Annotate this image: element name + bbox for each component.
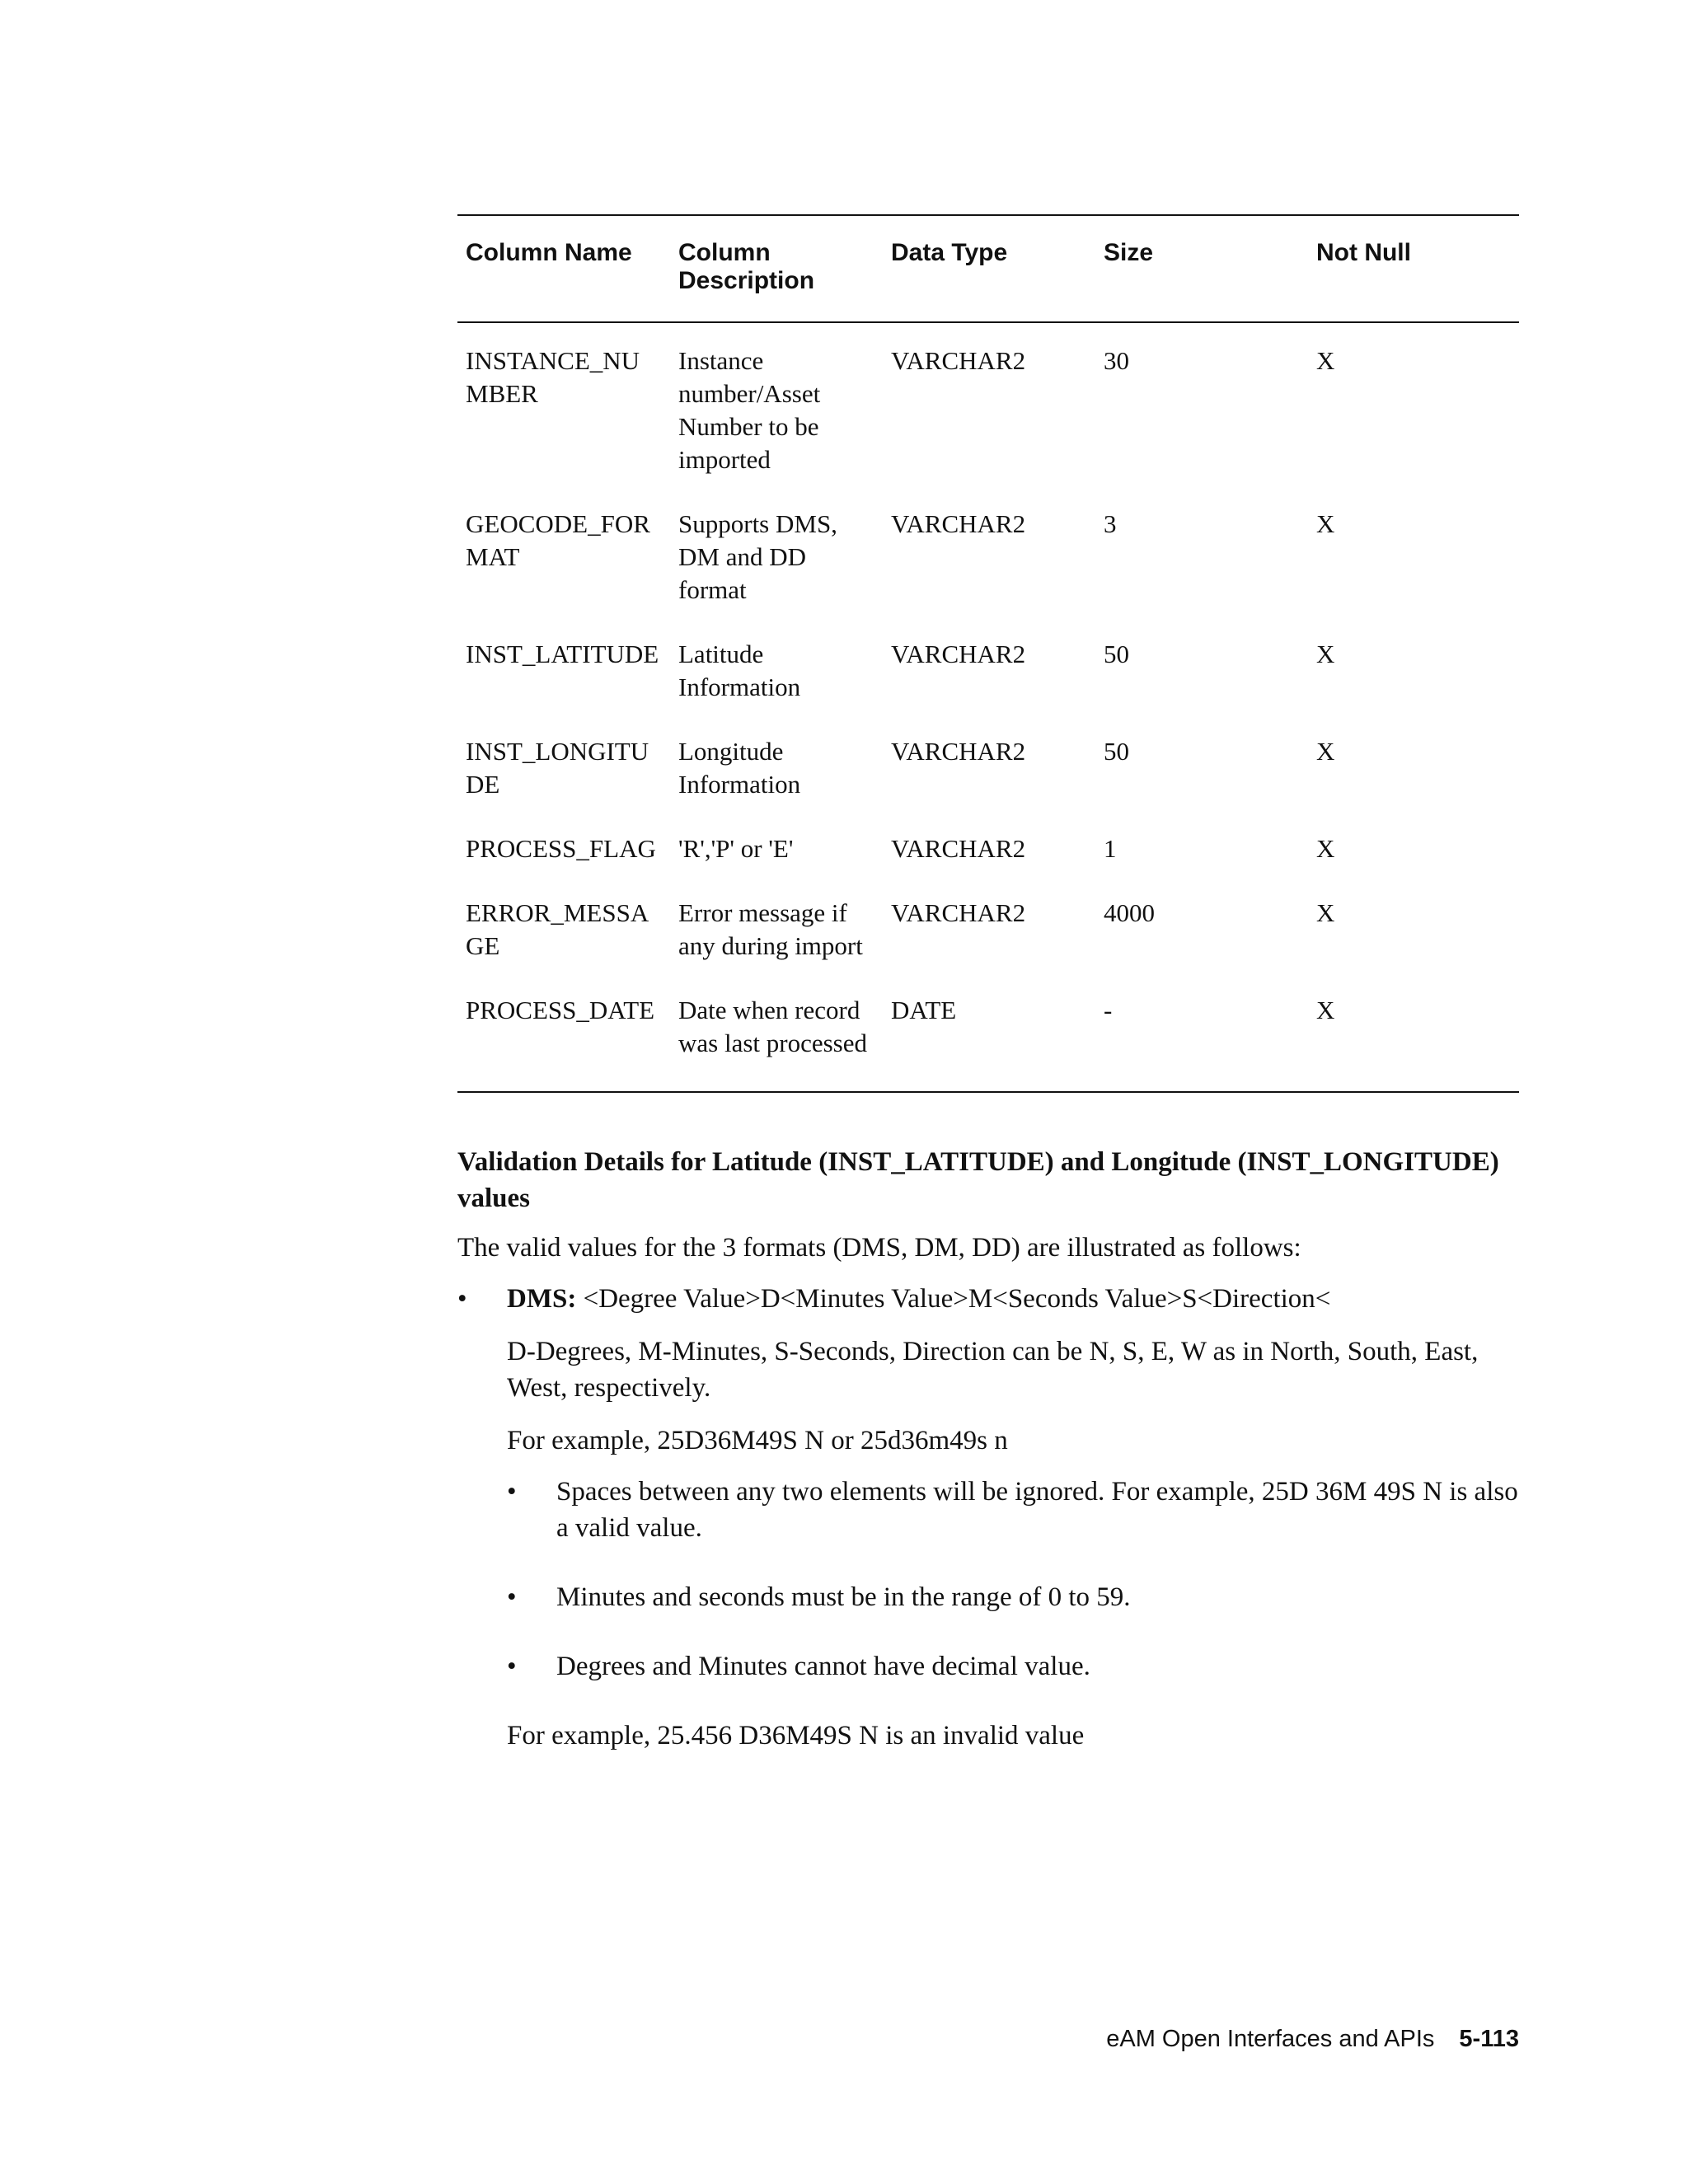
cell-not-null: X [1316,509,1335,538]
cell-data-type: DATE [891,996,957,1024]
cell-not-null: X [1316,996,1335,1024]
cell-description: Longitude Information [678,737,801,799]
table-row [457,897,1519,994]
cell-column-name: ERROR_MESSAGE [466,898,649,960]
table-row [457,994,1519,1092]
header-data-type: Data Type [891,239,1008,266]
cell-column-name: GEOCODE_FORMAT [466,509,650,571]
cell-description: 'R','P' or 'E' [678,834,794,863]
cell-column-name: PROCESS_DATE [466,996,655,1024]
header-column-description: Column Description [678,239,815,294]
rule-text: Degrees and Minutes cannot have decimal value. [556,1652,1090,1681]
cell-data-type: VARCHAR2 [891,898,1026,927]
cell-size: 1 [1104,834,1117,863]
list-item [507,1579,1519,1615]
cell-data-type: VARCHAR2 [891,346,1026,375]
cell-size: 3 [1104,509,1117,538]
header-size: Size [1104,239,1154,266]
cell-description: Latitude Information [678,640,801,701]
bullet-dot: • [507,1477,517,1507]
section-heading: Validation Details for Latitude (INST_LATITUDE) and Longitude (INST_LONGITUDE) values [457,1147,1499,1213]
list-item [507,1474,1519,1546]
cell-not-null: X [1316,898,1335,927]
cell-column-name: INST_LATITUDE [466,640,659,668]
cell-size: - [1104,996,1113,1024]
page-content [457,214,1519,1754]
dms-bullet [457,1281,1519,1754]
column-spec-table [457,214,1519,1093]
dms-format-line [507,1281,1519,1317]
cell-column-name: PROCESS_FLAG [466,834,656,863]
header-column-name: Column Name [466,239,632,266]
cell-data-type: VARCHAR2 [891,509,1026,538]
cell-not-null: X [1316,737,1335,766]
cell-size: 50 [1104,640,1129,668]
page-number: 5-113 [1459,2026,1519,2052]
dms-label: DMS: [507,1284,577,1314]
bullet-dot: • [507,1582,517,1612]
table-header-row [457,215,1519,322]
cell-data-type: VARCHAR2 [891,640,1026,668]
table-row [457,638,1519,735]
cell-size: 4000 [1104,898,1155,927]
cell-not-null: X [1316,834,1335,863]
table-row [457,508,1519,638]
cell-size: 30 [1104,346,1129,375]
section-intro: The valid values for the 3 formats (DMS, DM, DD) are illustrated as follows: [457,1233,1301,1263]
cell-column-name: INSTANCE_NUMBER [466,346,640,408]
cell-column-name: INST_LONGITUDE [466,737,649,799]
dms-format: <Degree Value>D<Minutes Value>M<Seconds Value>S<Direction< [576,1284,1331,1314]
rule-text: Minutes and seconds must be in the range of 0 to 59. [556,1582,1131,1612]
dms-invalid-example: For example, 25.456 D36M49S N is an invalid value [507,1721,1085,1750]
table-row [457,322,1519,508]
cell-data-type: VARCHAR2 [891,834,1026,863]
table-row [457,832,1519,897]
list-item [507,1648,1519,1685]
bullet-dot: • [457,1284,467,1314]
dms-example: For example, 25D36M49S N or 25d36m49s n [507,1426,1008,1455]
table-row [457,735,1519,832]
dms-rules-list [507,1474,1519,1685]
cell-size: 50 [1104,737,1129,766]
footer-title: eAM Open Interfaces and APIs [1106,2026,1435,2052]
cell-not-null: X [1316,346,1335,375]
cell-data-type: VARCHAR2 [891,737,1026,766]
dms-explanation: D-Degrees, M-Minutes, S-Seconds, Direction can be N, S, E, W as in North, South, East, West, respectively. [507,1337,1479,1403]
cell-description: Supports DMS, DM and DD format [678,509,837,604]
rule-text: Spaces between any two elements will be ignored. For example, 25D 36M 49S N is also a valid value. [556,1477,1518,1543]
cell-description: Instance number/Asset Number to be imported [678,346,821,474]
cell-description: Date when record was last processed [678,996,867,1057]
cell-not-null: X [1316,640,1335,668]
page-footer [1106,2024,1519,2054]
bullet-dot: • [507,1652,517,1681]
header-not-null: Not Null [1316,239,1411,266]
cell-description: Error message if any during import [678,898,863,960]
